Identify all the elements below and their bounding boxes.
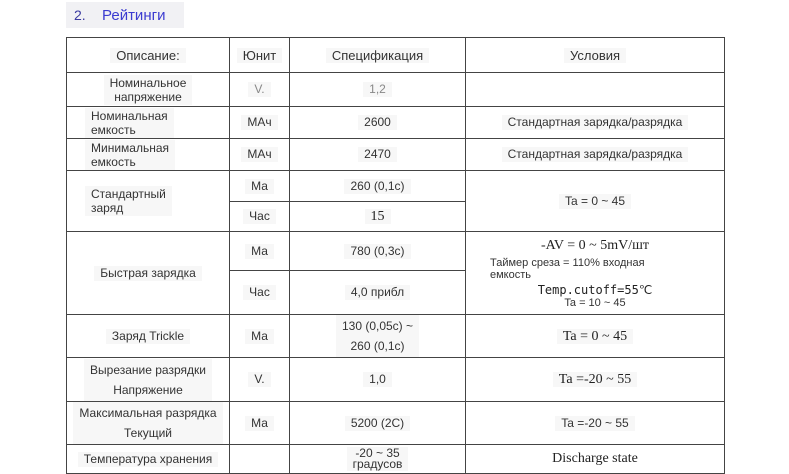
row-unit: V. xyxy=(230,73,290,107)
row-conditions: Ta = 0 ~ 45 xyxy=(466,171,725,232)
table-row xyxy=(67,315,725,358)
row-conditions: Ta = 0 ~ 45 xyxy=(466,315,725,358)
condition-ta: Ta = 10 ~ 45 xyxy=(564,296,626,309)
section-number: 2. xyxy=(74,7,86,23)
row-spec: 1,2 xyxy=(290,73,466,107)
row-unit: Ма xyxy=(230,171,290,202)
row-unit: Час xyxy=(230,202,290,232)
condition-timer: Таймер среза = 110% входная емкость xyxy=(490,256,645,281)
row-spec: 2600 xyxy=(290,107,466,139)
row-spec: 130 (0,05с) ~ 260 (0,1с) xyxy=(290,315,466,358)
condition-temp-cutoff: Temp.cutoff=55℃ xyxy=(537,282,653,297)
row-spec: 5200 (2С) xyxy=(290,402,466,445)
row-unit: V. xyxy=(230,358,290,402)
row-spec: -20 ~ 35 градусов xyxy=(290,445,466,474)
row-conditions: Стандартная зарядка/разрядка xyxy=(466,107,725,139)
row-spec: 2470 xyxy=(290,139,466,171)
row-conditions xyxy=(466,73,725,107)
section-title: Рейтинги xyxy=(102,6,166,24)
row-description: Температура хранения xyxy=(67,445,230,474)
row-description: Номинальное напряжение xyxy=(67,73,230,107)
table-row xyxy=(67,445,725,474)
row-unit: Ма xyxy=(230,315,290,358)
table-row xyxy=(67,139,725,171)
table-row xyxy=(67,73,725,107)
row-unit: Час xyxy=(230,271,290,315)
row-conditions: Стандартная зарядка/разрядка xyxy=(466,139,725,171)
table-row xyxy=(67,171,725,202)
row-conditions: Discharge state xyxy=(466,445,725,474)
ratings-table xyxy=(66,37,725,474)
section-heading xyxy=(66,2,184,28)
row-unit: МАч xyxy=(230,139,290,171)
row-description: Номинальная емкость xyxy=(67,107,230,139)
row-conditions: Ta =-20 ~ 55 xyxy=(466,358,725,402)
row-conditions xyxy=(466,232,725,315)
condition-av: -AV = 0 ~ 5mV/шт xyxy=(540,237,650,253)
table-header-row xyxy=(67,38,725,73)
row-conditions: Ta =-20 ~ 55 xyxy=(466,402,725,445)
table-row xyxy=(67,232,725,271)
row-unit: МАч xyxy=(230,107,290,139)
table-row xyxy=(67,107,725,139)
row-description: Быстрая зарядка xyxy=(67,232,230,315)
row-spec: 4,0 прибл xyxy=(290,271,466,315)
row-unit xyxy=(230,445,290,474)
row-description: Минимальная емкость xyxy=(67,139,230,171)
row-description: Вырезание разрядки Напряжение xyxy=(67,358,230,402)
row-description: Заряд Trickle xyxy=(67,315,230,358)
row-spec: 15 xyxy=(290,202,466,232)
header-description: Описание: xyxy=(67,38,230,73)
row-spec: 260 (0,1с) xyxy=(290,171,466,202)
row-unit: Ма xyxy=(230,232,290,271)
header-unit: Юнит xyxy=(230,38,290,73)
row-description: Максимальная разрядка Текущий xyxy=(67,402,230,445)
header-spec: Спецификация xyxy=(290,38,466,73)
row-unit: Ма xyxy=(230,402,290,445)
row-description: Стандартный заряд xyxy=(67,171,230,232)
table-row xyxy=(67,358,725,402)
table-row xyxy=(67,402,725,445)
row-spec: 1,0 xyxy=(290,358,466,402)
header-conditions: Условия xyxy=(466,38,725,73)
row-spec: 780 (0,3с) xyxy=(290,232,466,271)
